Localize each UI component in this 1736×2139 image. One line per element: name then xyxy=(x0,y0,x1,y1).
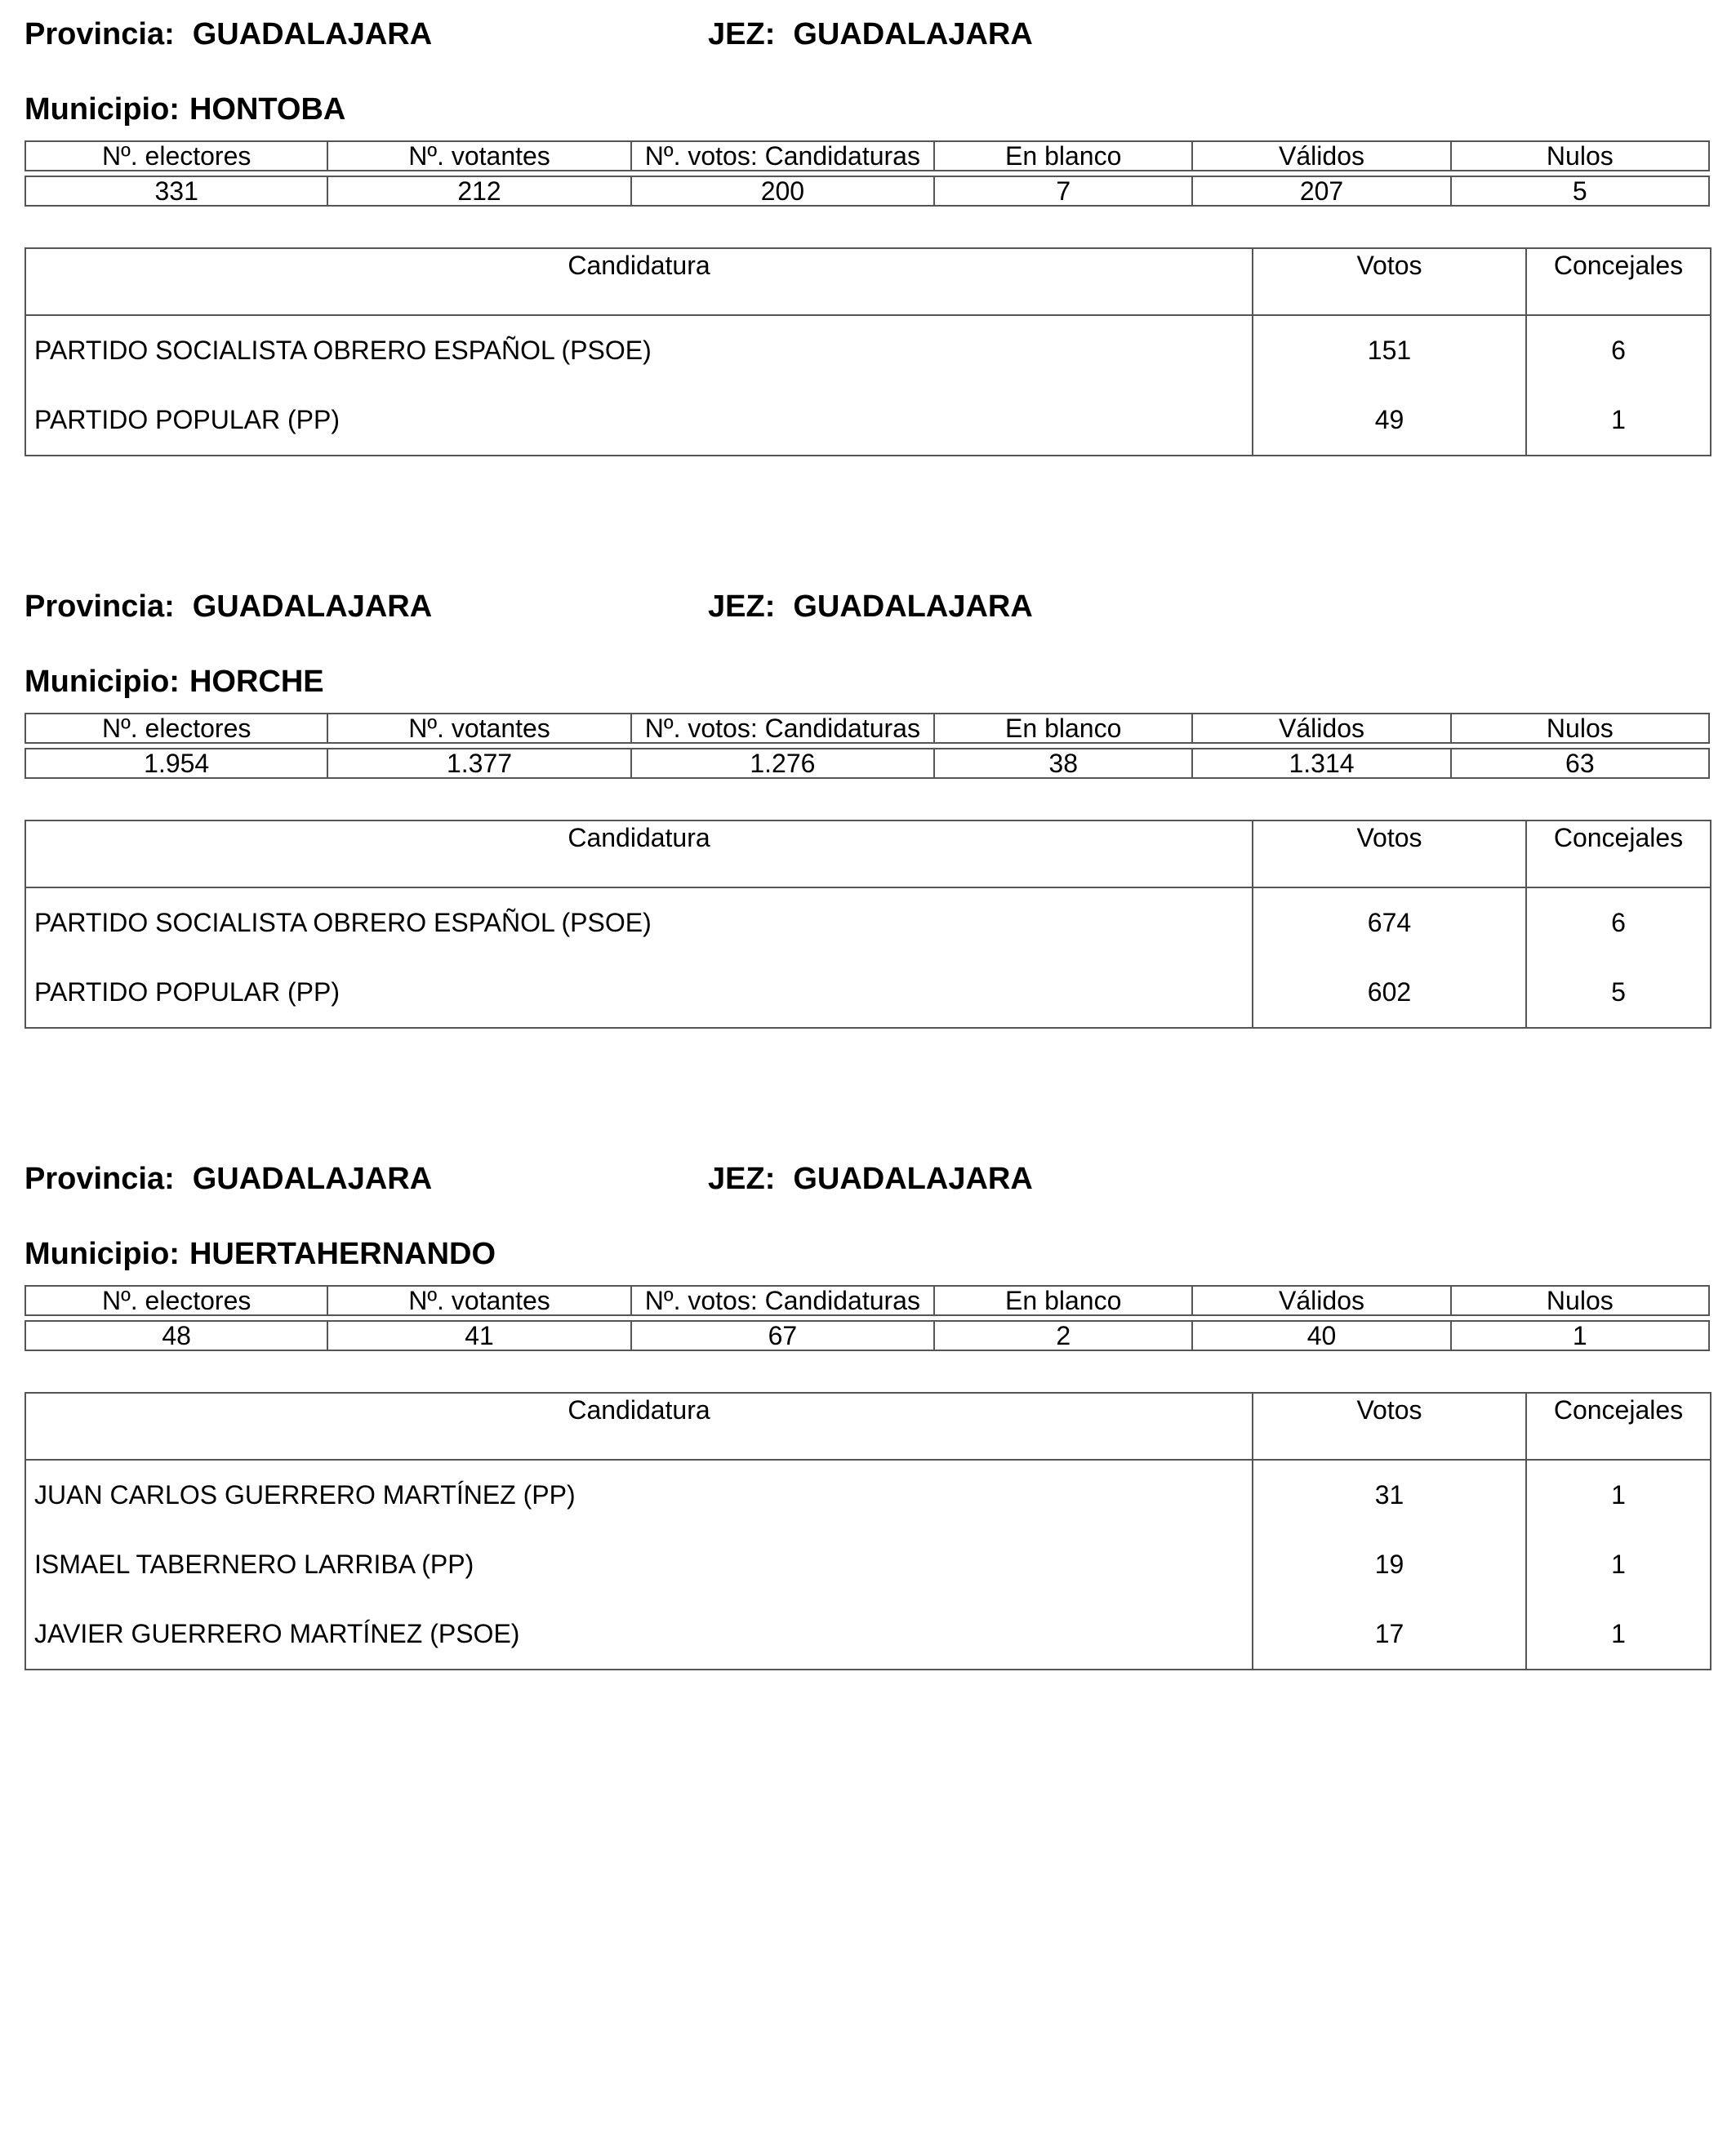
municipio-line xyxy=(24,91,345,127)
stats-header-cell: En blanco xyxy=(934,141,1192,171)
votantes-value: 212 xyxy=(327,176,630,206)
en-blanco-value: 7 xyxy=(934,176,1192,206)
candidatura-votos: 17 xyxy=(1253,1599,1526,1670)
candidatura-header: Candidatura xyxy=(25,248,1253,315)
candidatura-row xyxy=(25,1460,1711,1530)
candidatura-header: Candidatura xyxy=(25,1393,1253,1460)
candidatura-name: ISMAEL TABERNERO LARRIBA (PP) xyxy=(25,1530,1253,1599)
validos-value: 1.314 xyxy=(1192,749,1450,778)
stats-header-row xyxy=(25,141,1709,171)
provincia-value: GUADALAJARA xyxy=(192,1162,433,1196)
jez-line xyxy=(708,16,1033,52)
votos-header: Votos xyxy=(1253,248,1526,315)
stats-header-cell: Válidos xyxy=(1192,141,1450,171)
stats-header-row xyxy=(25,714,1709,743)
stats-values-table xyxy=(24,176,1710,207)
votos-candidaturas-value: 200 xyxy=(631,176,934,206)
concejales-header: Concejales xyxy=(1526,248,1711,315)
jez-line xyxy=(708,589,1033,625)
stats-header-cell: Nulos xyxy=(1451,141,1709,171)
municipio-label: Municipio: xyxy=(24,665,180,699)
candidaturas-header-row xyxy=(25,248,1711,315)
candidatura-name: PARTIDO SOCIALISTA OBRERO ESPAÑOL (PSOE) xyxy=(25,315,1253,385)
candidatura-row xyxy=(25,315,1711,385)
provincia-line xyxy=(24,16,432,52)
stats-values-row xyxy=(25,749,1709,778)
stats-header-table xyxy=(24,713,1710,744)
stats-header-cell: Nulos xyxy=(1451,714,1709,743)
candidatura-row xyxy=(25,385,1711,456)
jez-label: JEZ: xyxy=(708,1162,776,1196)
stats-header-cell: En blanco xyxy=(934,714,1192,743)
candidaturas-header-row xyxy=(25,820,1711,887)
provincia-label: Provincia: xyxy=(24,17,175,51)
candidaturas-table xyxy=(24,247,1712,456)
stats-header-cell: Válidos xyxy=(1192,714,1450,743)
en-blanco-value: 2 xyxy=(934,1321,1192,1350)
stats-values-table xyxy=(24,1320,1710,1351)
stats-header-cell: Nº. votos: Candidaturas xyxy=(631,141,934,171)
candidatura-row xyxy=(25,1530,1711,1599)
candidatura-name: JAVIER GUERRERO MARTÍNEZ (PSOE) xyxy=(25,1599,1253,1670)
candidatura-row xyxy=(25,958,1711,1028)
votos-candidaturas-value: 67 xyxy=(631,1321,934,1350)
jez-value: GUADALAJARA xyxy=(793,17,1033,51)
candidatura-row xyxy=(25,887,1711,958)
provincia-line xyxy=(24,589,432,625)
municipio-label: Municipio: xyxy=(24,1237,180,1271)
candidaturas-table xyxy=(24,1392,1712,1670)
candidatura-concejales: 1 xyxy=(1526,1460,1711,1530)
electores-value: 331 xyxy=(25,176,327,206)
votantes-value: 41 xyxy=(327,1321,630,1350)
stats-values-row xyxy=(25,176,1709,206)
stats-values-row xyxy=(25,1321,1709,1350)
provincia-value: GUADALAJARA xyxy=(192,17,433,51)
candidatura-votos: 151 xyxy=(1253,315,1526,385)
candidatura-concejales: 1 xyxy=(1526,1599,1711,1670)
provincia-label: Provincia: xyxy=(24,589,175,624)
stats-header-cell: Nº. votos: Candidaturas xyxy=(631,714,934,743)
jez-label: JEZ: xyxy=(708,589,776,624)
nulos-value: 1 xyxy=(1451,1321,1709,1350)
candidaturas-table xyxy=(24,820,1712,1029)
stats-header-table xyxy=(24,1285,1710,1316)
municipio-line xyxy=(24,664,324,700)
candidatura-row xyxy=(25,1599,1711,1670)
votantes-value: 1.377 xyxy=(327,749,630,778)
jez-value: GUADALAJARA xyxy=(793,1162,1033,1196)
stats-header-cell: Nº. electores xyxy=(25,714,327,743)
stats-values-table xyxy=(24,748,1710,779)
electores-value: 48 xyxy=(25,1321,327,1350)
nulos-value: 63 xyxy=(1451,749,1709,778)
candidatura-concejales: 6 xyxy=(1526,315,1711,385)
concejales-header: Concejales xyxy=(1526,820,1711,887)
candidatura-name: PARTIDO SOCIALISTA OBRERO ESPAÑOL (PSOE) xyxy=(25,887,1253,958)
candidatura-concejales: 5 xyxy=(1526,958,1711,1028)
concejales-header: Concejales xyxy=(1526,1393,1711,1460)
stats-header-cell: Válidos xyxy=(1192,1286,1450,1315)
candidatura-concejales: 1 xyxy=(1526,1530,1711,1599)
candidatura-votos: 19 xyxy=(1253,1530,1526,1599)
provincia-line xyxy=(24,1161,432,1197)
votos-header: Votos xyxy=(1253,1393,1526,1460)
candidatura-votos: 49 xyxy=(1253,385,1526,456)
candidatura-name: JUAN CARLOS GUERRERO MARTÍNEZ (PP) xyxy=(25,1460,1253,1530)
candidatura-header: Candidatura xyxy=(25,820,1253,887)
stats-header-cell: Nº. votantes xyxy=(327,714,630,743)
provincia-label: Provincia: xyxy=(24,1162,175,1196)
en-blanco-value: 38 xyxy=(934,749,1192,778)
validos-value: 207 xyxy=(1192,176,1450,206)
municipio-label: Municipio: xyxy=(24,92,180,127)
candidatura-concejales: 6 xyxy=(1526,887,1711,958)
stats-header-cell: Nulos xyxy=(1451,1286,1709,1315)
stats-header-cell: En blanco xyxy=(934,1286,1192,1315)
candidatura-votos: 31 xyxy=(1253,1460,1526,1530)
municipio-line xyxy=(24,1236,496,1272)
jez-value: GUADALAJARA xyxy=(793,589,1033,624)
validos-value: 40 xyxy=(1192,1321,1450,1350)
jez-line xyxy=(708,1161,1033,1197)
nulos-value: 5 xyxy=(1451,176,1709,206)
stats-header-cell: Nº. votantes xyxy=(327,1286,630,1315)
stats-header-table xyxy=(24,140,1710,171)
candidatura-votos: 602 xyxy=(1253,958,1526,1028)
votos-header: Votos xyxy=(1253,820,1526,887)
provincia-value: GUADALAJARA xyxy=(192,589,433,624)
stats-header-cell: Nº. votantes xyxy=(327,141,630,171)
stats-header-cell: Nº. votos: Candidaturas xyxy=(631,1286,934,1315)
candidatura-name: PARTIDO POPULAR (PP) xyxy=(25,958,1253,1028)
candidatura-votos: 674 xyxy=(1253,887,1526,958)
electores-value: 1.954 xyxy=(25,749,327,778)
municipio-value: HUERTAHERNANDO xyxy=(189,1237,496,1271)
candidaturas-header-row xyxy=(25,1393,1711,1460)
stats-header-cell: Nº. electores xyxy=(25,141,327,171)
candidatura-name: PARTIDO POPULAR (PP) xyxy=(25,385,1253,456)
stats-header-row xyxy=(25,1286,1709,1315)
municipio-value: HORCHE xyxy=(189,665,324,699)
municipio-value: HONTOBA xyxy=(189,92,346,127)
stats-header-cell: Nº. electores xyxy=(25,1286,327,1315)
candidatura-concejales: 1 xyxy=(1526,385,1711,456)
jez-label: JEZ: xyxy=(708,17,776,51)
votos-candidaturas-value: 1.276 xyxy=(631,749,934,778)
